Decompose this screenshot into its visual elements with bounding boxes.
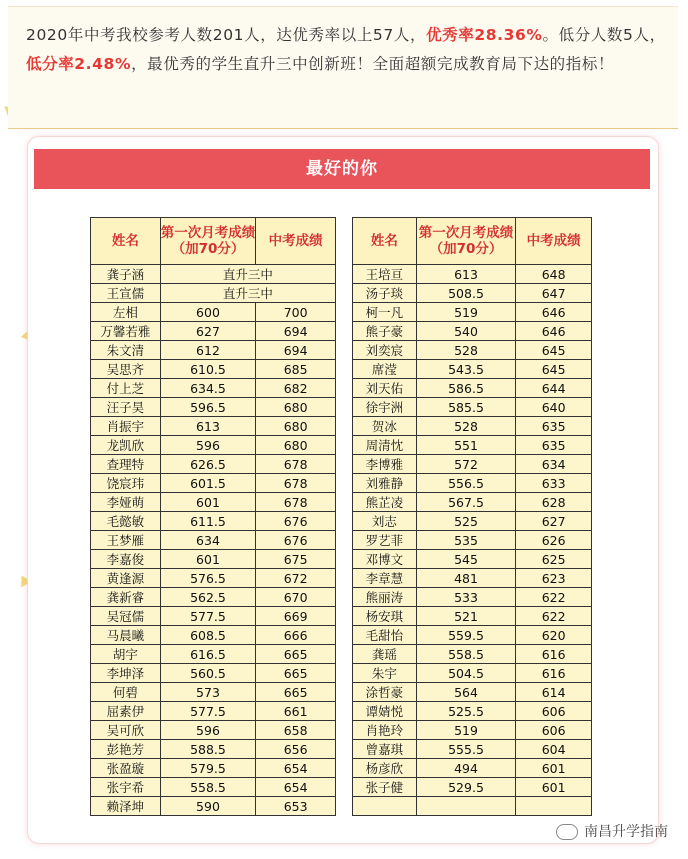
final-exam-score: 658 [256,721,336,740]
final-exam-score: 645 [516,360,592,379]
table-row [353,455,592,474]
final-exam-score: 604 [516,740,592,759]
table-row [353,474,592,493]
table-row [91,531,336,550]
final-exam-score: 616 [516,664,592,683]
final-exam-score: 647 [516,284,592,303]
student-name: 胡宇 [91,645,161,664]
student-name: 朱宇 [353,664,417,683]
table-row [91,702,336,721]
table-row [353,683,592,702]
first-exam-score: 525.5 [416,702,515,721]
final-exam-score: 622 [516,588,592,607]
final-exam-score: 678 [256,455,336,474]
student-name: 付上芝 [91,379,161,398]
header-first-exam: 第一次月考成绩（加70分） [416,218,515,265]
student-name: 汤子琰 [353,284,417,303]
student-name: 毛甜怡 [353,626,417,645]
final-exam-score: 646 [516,303,592,322]
table-row [91,341,336,360]
final-exam-score: 645 [516,341,592,360]
student-name: 吴思齐 [91,360,161,379]
final-exam-score: 644 [516,379,592,398]
table-row [353,379,592,398]
final-exam-score: 680 [256,417,336,436]
first-exam-score: 533 [416,588,515,607]
final-exam-score: 700 [256,303,336,322]
table-row [353,550,592,569]
first-exam-score: 611.5 [160,512,256,531]
final-exam-score: 633 [516,474,592,493]
student-name: 熊丽涛 [353,588,417,607]
intro-text-part: 。低分人数5人， [542,26,666,44]
final-exam-score: 682 [256,379,336,398]
first-exam-score: 543.5 [416,360,515,379]
table-row [91,493,336,512]
final-exam-score: 665 [256,683,336,702]
table-row [91,474,336,493]
final-exam-score: 654 [256,778,336,797]
final-exam-score: 623 [516,569,592,588]
student-name: 李娅萌 [91,493,161,512]
first-exam-score: 528 [416,417,515,436]
first-exam-score [416,797,515,816]
first-exam-score: 525 [416,512,515,531]
student-name: 左相 [91,303,161,322]
student-name: 刘天佑 [353,379,417,398]
low-score-rate-highlight: 低分率2.48% [26,55,132,73]
header-final-exam: 中考成绩 [516,218,592,265]
excellence-rate-highlight: 优秀率28.36% [426,26,543,44]
first-exam-score: 573 [160,683,256,702]
table-row [353,417,592,436]
student-name: 吴冠儒 [91,607,161,626]
student-name: 万馨若雅 [91,322,161,341]
final-exam-score: 694 [256,341,336,360]
final-exam-score: 634 [516,455,592,474]
table-row [91,569,336,588]
final-exam-score: 616 [516,645,592,664]
table-row [91,322,336,341]
student-name: 龚新睿 [91,588,161,607]
final-exam-score: 635 [516,436,592,455]
first-exam-score: 612 [160,341,256,360]
final-exam-score: 665 [256,664,336,683]
header-final-exam: 中考成绩 [256,218,336,265]
final-exam-score: 656 [256,740,336,759]
student-name: 龙凯欣 [91,436,161,455]
final-exam-score: 646 [516,322,592,341]
final-exam-score: 670 [256,588,336,607]
final-exam-score: 614 [516,683,592,702]
student-name: 龚子涵 [91,265,161,284]
watermark [556,821,668,841]
first-exam-score: 528 [416,341,515,360]
table-row [91,265,336,284]
first-exam-score: 610.5 [160,360,256,379]
final-exam-score: 606 [516,702,592,721]
final-exam-score: 626 [516,531,592,550]
intro-panel [8,6,678,129]
header-first-exam: 第一次月考成绩（加70分） [160,218,256,265]
table-row [353,721,592,740]
intro-text [26,21,666,79]
table-row [353,588,592,607]
student-name: 王宣儒 [91,284,161,303]
first-exam-score: 519 [416,303,515,322]
student-name [353,797,417,816]
final-exam-score: 694 [256,322,336,341]
final-exam-score: 685 [256,360,336,379]
student-name: 毛懿敏 [91,512,161,531]
student-name: 刘奕宸 [353,341,417,360]
student-name: 徐宇洲 [353,398,417,417]
final-exam-score: 625 [516,550,592,569]
first-exam-score: 481 [416,569,515,588]
student-name: 席滢 [353,360,417,379]
student-name: 柯一凡 [353,303,417,322]
first-exam-score: 560.5 [160,664,256,683]
first-exam-score: 564 [416,683,515,702]
first-exam-score: 596 [160,721,256,740]
table-row [91,721,336,740]
header-name: 姓名 [353,218,417,265]
first-exam-score: 601 [160,550,256,569]
table-row [91,417,336,436]
first-exam-score: 596 [160,436,256,455]
first-exam-score: 545 [416,550,515,569]
first-exam-score: 540 [416,322,515,341]
table-row [91,759,336,778]
final-exam-score: 622 [516,607,592,626]
student-name: 刘雅静 [353,474,417,493]
first-exam-score: 613 [160,417,256,436]
table-row [353,436,592,455]
student-name: 曾嘉琪 [353,740,417,759]
table-row [353,360,592,379]
table-row [353,778,592,797]
first-exam-score: 585.5 [416,398,515,417]
table-row [91,607,336,626]
final-exam-score: 675 [256,550,336,569]
student-name: 查理特 [91,455,161,474]
first-exam-score: 590 [160,797,256,816]
table-row [353,512,592,531]
table-row [91,740,336,759]
table-row [353,607,592,626]
student-name: 熊子豪 [353,322,417,341]
first-exam-score: 556.5 [416,474,515,493]
divider [8,128,678,129]
first-exam-score: 600 [160,303,256,322]
first-exam-score: 494 [416,759,515,778]
student-name: 邓博文 [353,550,417,569]
first-exam-score: 626.5 [160,455,256,474]
table-row [91,512,336,531]
results-table-left [90,217,336,816]
table-row [353,740,592,759]
student-name: 朱文清 [91,341,161,360]
final-exam-score: 672 [256,569,336,588]
first-exam-score: 504.5 [416,664,515,683]
first-exam-score: 521 [416,607,515,626]
student-name: 马晨曦 [91,626,161,645]
student-name: 涂哲豪 [353,683,417,702]
student-name: 杨彦欣 [353,759,417,778]
first-exam-score: 572 [416,455,515,474]
table-row [91,683,336,702]
table-row [91,284,336,303]
student-name: 黄逢源 [91,569,161,588]
student-name: 张子健 [353,778,417,797]
student-name: 李坤泽 [91,664,161,683]
results-table-right [352,217,592,816]
final-exam-score: 666 [256,626,336,645]
first-exam-score: 567.5 [416,493,515,512]
intro-text-part: ，最优秀的学生直升三中创新班！全面超额完成教育局下达的指标！ [131,55,615,73]
final-exam-score: 635 [516,417,592,436]
table-row [91,797,336,816]
table-row [353,303,592,322]
student-name: 刘志 [353,512,417,531]
first-exam-score: 634 [160,531,256,550]
first-exam-score: 577.5 [160,607,256,626]
student-name: 周清忱 [353,436,417,455]
final-exam-score: 628 [516,493,592,512]
final-exam-score: 627 [516,512,592,531]
student-name: 彭艳芳 [91,740,161,759]
final-exam-score: 676 [256,512,336,531]
first-exam-score: 596.5 [160,398,256,417]
first-exam-score: 576.5 [160,569,256,588]
final-exam-score: 669 [256,607,336,626]
first-exam-score: 558.5 [160,778,256,797]
final-exam-score: 601 [516,778,592,797]
first-exam-score: 508.5 [416,284,515,303]
table-row [91,398,336,417]
final-exam-score: 640 [516,398,592,417]
table-row [353,493,592,512]
final-exam-score [516,797,592,816]
direct-admission-note: 直升三中 [160,284,335,303]
student-name: 王培亘 [353,265,417,284]
watermark-text: 南昌升学指南 [584,824,668,840]
table-row [353,569,592,588]
first-exam-score: 555.5 [416,740,515,759]
student-name: 赖泽坤 [91,797,161,816]
table-row [353,531,592,550]
table-row [91,436,336,455]
final-exam-score: 653 [256,797,336,816]
table-row [353,664,592,683]
table-row [91,626,336,645]
table-row [91,588,336,607]
first-exam-score: 535 [416,531,515,550]
table-row [91,664,336,683]
student-name: 罗艺菲 [353,531,417,550]
final-exam-score: 648 [516,265,592,284]
header-name: 姓名 [91,218,161,265]
first-exam-score: 577.5 [160,702,256,721]
first-exam-score: 627 [160,322,256,341]
final-exam-score: 678 [256,474,336,493]
first-exam-score: 519 [416,721,515,740]
student-name: 李嘉俊 [91,550,161,569]
final-exam-score: 676 [256,531,336,550]
table-row [353,645,592,664]
student-name: 何碧 [91,683,161,702]
final-exam-score: 620 [516,626,592,645]
table-row [91,550,336,569]
first-exam-score: 559.5 [416,626,515,645]
table-row [353,398,592,417]
final-exam-score: 601 [516,759,592,778]
first-exam-score: 601.5 [160,474,256,493]
first-exam-score: 616.5 [160,645,256,664]
student-name: 饶宸玮 [91,474,161,493]
table-row [353,702,592,721]
final-exam-score: 661 [256,702,336,721]
table-row [91,303,336,322]
table-row [91,379,336,398]
first-exam-score: 601 [160,493,256,512]
student-name: 龚瑶 [353,645,417,664]
student-name: 杨安琪 [353,607,417,626]
first-exam-score: 634.5 [160,379,256,398]
table-row [91,360,336,379]
first-exam-score: 588.5 [160,740,256,759]
table-row [353,265,592,284]
final-exam-score: 654 [256,759,336,778]
final-exam-score: 680 [256,398,336,417]
student-name: 王梦雁 [91,531,161,550]
first-exam-score: 551 [416,436,515,455]
student-name: 李博雅 [353,455,417,474]
table-row [353,797,592,816]
first-exam-score: 586.5 [416,379,515,398]
student-name: 贺冰 [353,417,417,436]
student-name: 屈素伊 [91,702,161,721]
table-row [91,778,336,797]
final-exam-score: 680 [256,436,336,455]
table-row [91,455,336,474]
final-exam-score: 606 [516,721,592,740]
student-name: 肖艳玲 [353,721,417,740]
first-exam-score: 529.5 [416,778,515,797]
table-row [353,759,592,778]
student-name: 张盈璇 [91,759,161,778]
first-exam-score: 562.5 [160,588,256,607]
student-name: 吴可欣 [91,721,161,740]
first-exam-score: 608.5 [160,626,256,645]
intro-text-part: 2020年中考我校参考人数201人，达优秀率以上57人， [26,26,427,44]
wechat-icon [556,824,578,840]
table-row [353,341,592,360]
final-exam-score: 665 [256,645,336,664]
student-name: 张宇希 [91,778,161,797]
first-exam-score: 558.5 [416,645,515,664]
table-row [353,284,592,303]
first-exam-score: 613 [416,265,515,284]
student-name: 汪子昊 [91,398,161,417]
student-name: 肖振宇 [91,417,161,436]
table-row [91,645,336,664]
table-row [353,626,592,645]
table-row [353,322,592,341]
direct-admission-note: 直升三中 [160,265,335,284]
student-name: 李章慧 [353,569,417,588]
student-name: 熊芷凌 [353,493,417,512]
first-exam-score: 579.5 [160,759,256,778]
banner-title: 最好的你 [34,149,650,189]
student-name: 谭婧悦 [353,702,417,721]
final-exam-score: 678 [256,493,336,512]
